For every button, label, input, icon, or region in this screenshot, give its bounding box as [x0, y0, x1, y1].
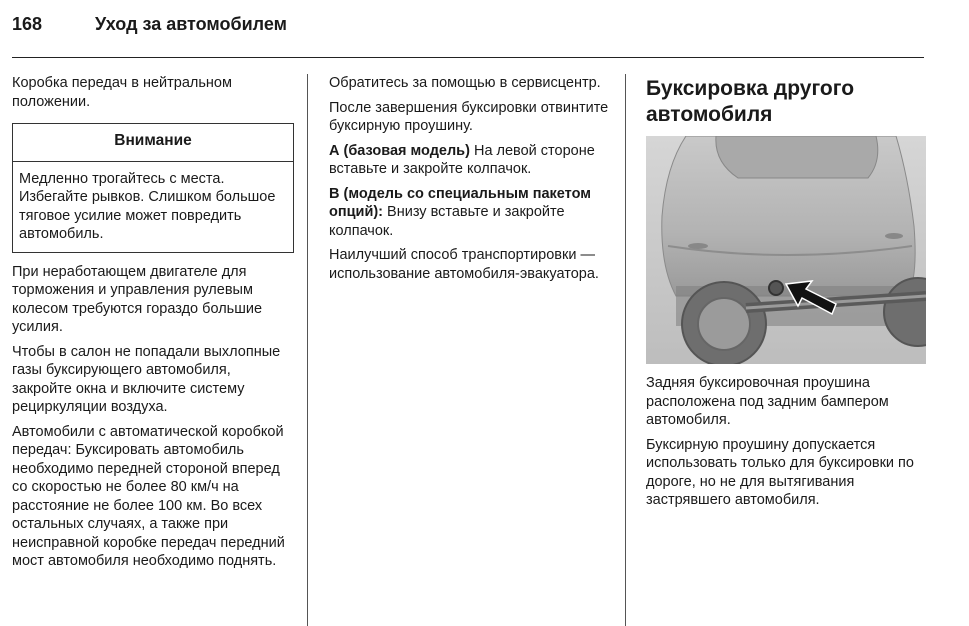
model-a-text: На левой стороне вставьте и закройте колпачок.	[329, 142, 595, 177]
column-divider-1	[307, 74, 308, 626]
paragraph-model-a	[329, 142, 609, 179]
column-divider-2	[625, 74, 626, 626]
warning-box	[12, 123, 294, 253]
warning-text: Медленно трогайтесь с места. Избегайте рывков. Слишком большое тяговое усилие может повредить автомобиль.	[19, 170, 276, 242]
warning-title: Внимание	[13, 124, 293, 162]
paragraph-unscrew: После завершения буксировки отвинтите буксирную проушину.	[329, 99, 609, 134]
page-number: 168	[12, 14, 43, 34]
paragraph-model-b	[329, 185, 609, 241]
paragraph-tow-eye-location: Задняя буксировочная проушина расположена под задним бампером автомобиля.	[646, 375, 889, 428]
model-a-label: А (базовая модель)	[329, 142, 470, 159]
paragraph-tow-eye-usage: Буксирную проушину допускается использовать только для буксировки по дороге, но не для вытягивания застрявшего автомобиля.	[646, 436, 914, 508]
page-header	[0, 0, 969, 60]
column-3	[646, 76, 928, 516]
paragraph-automatic: Автомобили с автоматической коробкой передач: Буксировать автомобиль необходимо передней стороной вперед со скоростью не более 80 км/ч на расстояние не более 100 км. Во всех остальных случаях, а также при неисправной коробке передач передний мост автомобиля необходимо поднять.	[12, 423, 285, 569]
section-title: Буксировка другого автомобиля	[646, 77, 855, 126]
model-b-label: В (модель со специальным пакетом опций):	[329, 185, 591, 220]
paragraph-tow-truck: Наилучший способ транспортировки — использование автомобиля-эвакуатора.	[329, 247, 599, 282]
paragraph-service: Обратитесь за помощью в сервисцентр.	[329, 75, 601, 91]
running-title: Уход за автомобилем	[95, 14, 287, 34]
paragraph-exhaust: Чтобы в салон не попадали выхлопные газы буксирующего автомобиля, закройте окна и включите систему рециркуляции воздуха.	[12, 343, 281, 415]
car-rear-tow-eye-photo	[646, 136, 926, 364]
column-2	[329, 74, 609, 289]
header-divider	[12, 57, 924, 58]
paragraph-neutral-gear: Коробка передач в нейтральном положении.	[12, 75, 232, 110]
column-1	[12, 74, 294, 577]
paragraph-engine-off: При неработающем двигателе для торможения и управления рулевым колесом требуются гораздо большие усилия.	[12, 263, 263, 335]
model-b-text: Внизу вставьте и закройте колпачок.	[329, 204, 565, 239]
